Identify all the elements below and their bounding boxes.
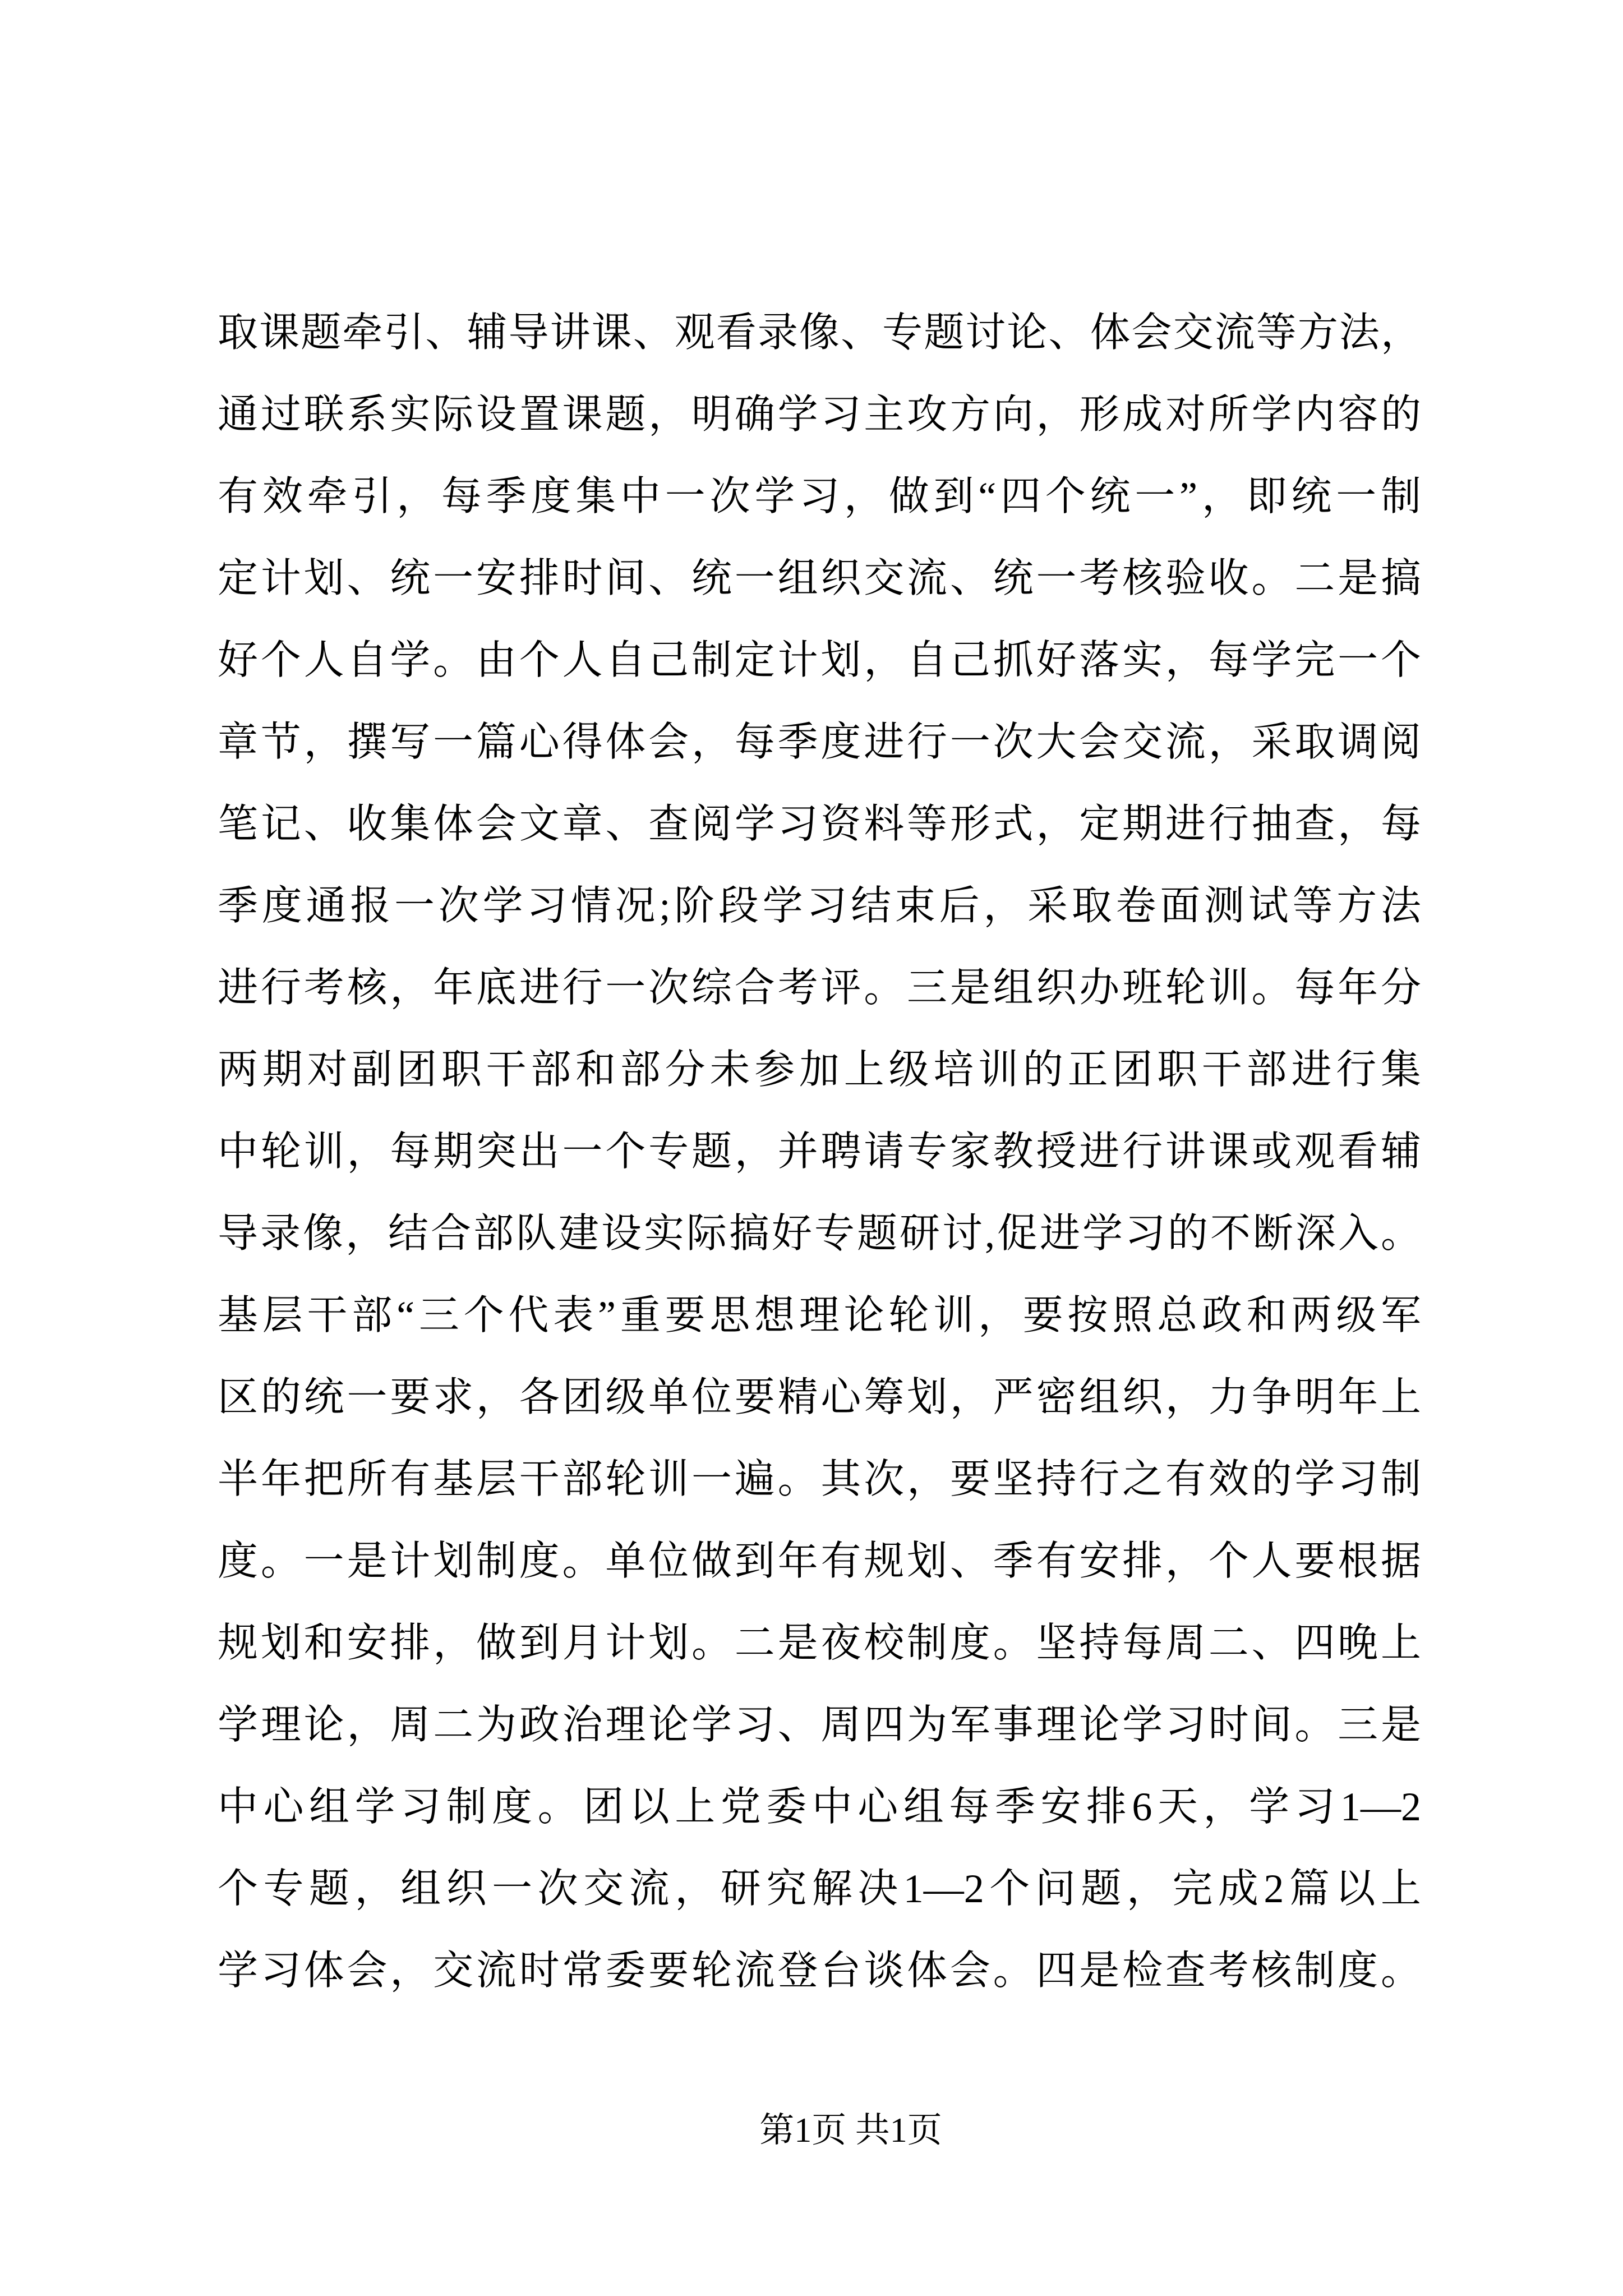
text-line: 章节，撰写一篇心得体会，每季度进行一次大会交流，采取调阅 — [218, 720, 1421, 765]
text-line: 好个人自学。由个人自己制定计划，自己抓好落实，每学完一个 — [218, 638, 1421, 683]
document-body-text — [218, 292, 1421, 2012]
text-line: 取课题牵引、辅导讲课、观看录像、专题讨论、体会交流等方法， — [218, 310, 1421, 355]
text-line: 基层干部“三个代表”重要思想理论轮训，要按照总政和两级军 — [218, 1293, 1421, 1338]
text-line: 导录像，结合部队建设实际搞好专题研讨,促进学习的不断深入。 — [218, 1211, 1421, 1256]
text-line: 有效牵引，每季度集中一次学习，做到“四个统一”，即统一制 — [218, 474, 1421, 519]
text-line: 笔记、收集体会文章、查阅学习资料等形式，定期进行抽查，每 — [218, 802, 1421, 846]
page-number-label: 第1页 共1页 — [759, 2111, 942, 2150]
text-line: 通过联系实际设置课题，明确学习主攻方向，形成对所学内容的 — [218, 392, 1421, 437]
text-line: 学习体会，交流时常委要轮流登台谈体会。四是检查考核制度。 — [218, 1948, 1421, 1993]
text-line: 进行考核，年底进行一次综合考评。三是组织办班轮训。每年分 — [218, 965, 1421, 1010]
text-line: 半年把所有基层干部轮训一遍。其次，要坚持行之有效的学习制 — [218, 1457, 1421, 1502]
text-line: 中心组学习制度。团以上党委中心组每季安排6天，学习1—2 — [218, 1784, 1421, 1829]
text-line: 度。一是计划制度。单位做到年有规划、季有安排，个人要根据 — [218, 1539, 1421, 1584]
text-line: 区的统一要求，各团级单位要精心筹划，严密组织，力争明年上 — [218, 1375, 1421, 1420]
text-line: 个专题，组织一次交流，研究解决1—2个问题，完成2篇以上 — [218, 1866, 1421, 1911]
text-line: 定计划、统一安排时间、统一组织交流、统一考核验收。二是搞 — [218, 556, 1421, 601]
text-line: 季度通报一次学习情况;阶段学习结束后，采取卷面测试等方法 — [218, 884, 1421, 928]
text-line: 规划和安排，做到月计划。二是夜校制度。坚持每周二、四晚上 — [218, 1621, 1421, 1665]
page-footer — [0, 2110, 1623, 2151]
text-line: 学理论，周二为政治理论学习、周四为军事理论学习时间。三是 — [218, 1703, 1421, 1747]
text-line: 中轮训，每期突出一个专题，并聘请专家教授进行讲课或观看辅 — [218, 1129, 1421, 1174]
text-line: 两期对副团职干部和部分未参加上级培训的正团职干部进行集 — [218, 1047, 1421, 1092]
